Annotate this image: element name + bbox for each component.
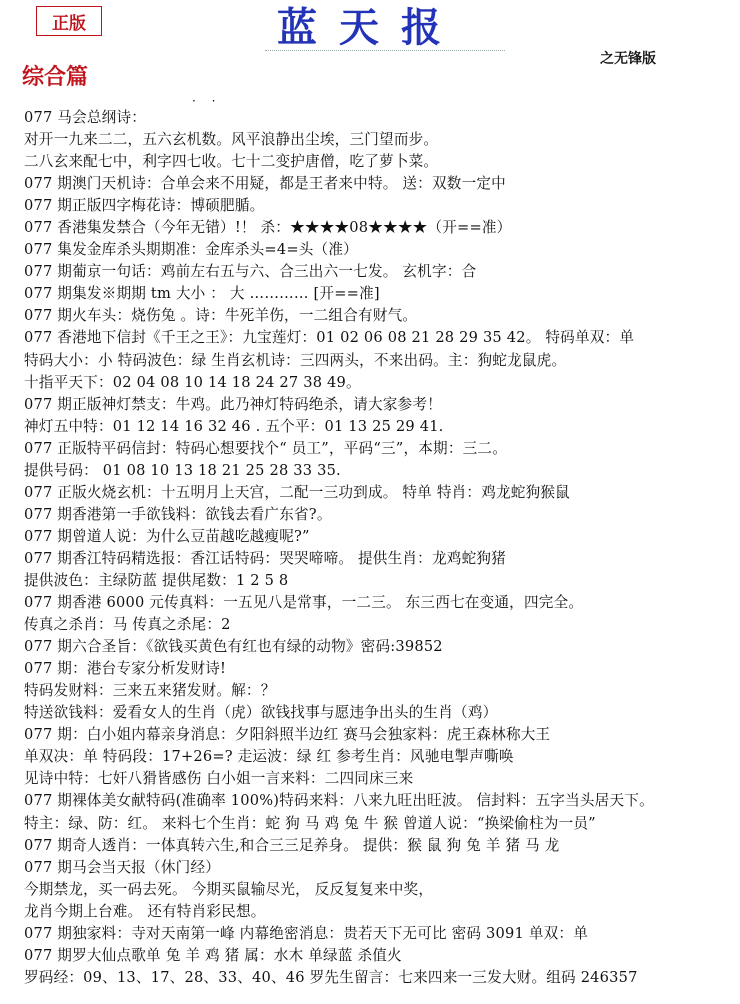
text-line: 077 期曾道人说：为什么豆苗越吃越瘦呢?” [24,527,310,545]
title-divider [265,50,505,51]
text-line: 见诗中特：七奸八猾皆感伤 白小姐一言来料：二四同床三来 [24,770,414,788]
text-line: 077 香港集发禁合（今年无错）!！ 杀：★★★★08★★★★（开==准） [24,219,512,237]
text-line: 077 期澳门天机诗：合单会来不用疑，都是王者来中特。 送：双数一定中 [24,175,506,193]
decorative-dots: · · [192,94,222,108]
text-line: 077 期香港第一手欲钱料：欲钱去看广东省?。 [24,505,332,523]
text-line: 特主：绿、防：红。 来料七个生肖：蛇 狗 马 鸡 兔 牛 猴 曾道人说：“换梁偷柱为一员” [24,814,596,832]
text-line: 077 期香港 6000 元传真料：一五见八是常事，一二三。 东三西七在变通，四完全。 [24,594,584,612]
text-line: 特码大小：小 特码波色：绿 生肖玄机诗：三四两头，不来出码。主：狗蛇龙鼠虎。 [24,351,567,369]
genuine-edition-badge: 正版 [36,6,102,36]
text-line: 提供号码： 01 08 10 13 18 21 25 28 33 35. [24,461,341,479]
text-line: 077 期：白小姐内幕亲身消息：夕阳斜照半边红 赛马会独家料：虎王森林称大王 [24,726,551,744]
text-line: 龙肖今期上台难。 还有特肖彩民想。 [24,902,266,920]
newspaper-title: 蓝天报 [277,4,463,51]
text-line: 对开一九来二二，五六玄机数。风平浪静出尘埃，三门望而步。 [24,131,439,149]
text-line: 传真之杀肖：马 传真之杀尾：2 [24,616,231,634]
text-line: 077 期奇人透肖：一体真转六生,和合三三足养身。 提供：猴 鼠 狗 兔 羊 猪 马 龙 [24,836,560,854]
text-line: 单双决：单 特码段：17+26=? 走运波：绿 红 参考生肖：风驰电掣声嘶唤 [24,748,514,766]
text-line: 提供波色：主绿防蓝 提供尾数：1 2 5 8 [24,571,289,589]
text-line: 神灯五中特：01 12 14 16 32 46 . 五个平：01 13 25 29 41. [24,417,444,435]
text-line: 077 期裸体美女献特码(准确率 100%)特码来料：八来九旺出旺波。 信封料：五字当头居天下。 [24,792,654,810]
text-line: 077 香港地下信封《千王之王》：九宝莲灯：01 02 06 08 21 28 29 35 42。 特码单双：单 [24,329,635,347]
edition-label: 之无锋版 [600,51,656,67]
section-heading: 综合篇 [22,64,89,90]
text-lines [24,107,736,989]
text-line: 特码发财料：三来五来猪发财。解：？ [24,682,276,700]
text-line: 077 期六合圣旨：《欲钱买黄色有红也有绿的动物》密码:39852 [24,638,443,656]
text-line: 二八玄来配七中，利字四七收。七十二变护唐僧，吃了萝卜菜。 [24,153,439,171]
text-line: 077 期集发※期期 tm 大小 ： 大 ………… [开==准] [24,285,380,303]
text-line: 077 期罗大仙点歌单 兔 羊 鸡 猪 属：水木 单绿蓝 杀值火 [24,946,402,964]
text-line: 077 期：港台专家分析发财诗! [24,660,227,678]
text-line: 077 期香江特码精选报：香江话特码：哭哭啼啼。 提供生肖：龙鸡蛇狗猪 [24,549,506,567]
text-line: 077 期火车头：烧伤兔 。诗：牛死羊伤，一二组合有财气。 [24,307,418,325]
text-line: 特送欲钱料：爱看女人的生肖（虎）欲钱找事与愿违争出头的生肖（鸡） [24,704,498,722]
text-line: 077 马会总纲诗： [24,109,147,126]
text-line: 077 期正版神灯禁支：牛鸡。此乃神灯特码绝杀，请大家参考！ [24,395,442,413]
text-line: 十指平天下：02 04 08 10 14 18 24 27 38 49。 [24,373,361,391]
text-line: 077 正版特平码信封：特码心想要找个“ 员工”，平码“三”，本期：三二。 [24,439,508,457]
text-line: 077 期马会当天报（休门经） [24,858,221,876]
text-line: 077 正版火烧玄机：十五明月上天宫，二配一三功到成。 特单 特肖：鸡龙蛇狗猴鼠 [24,483,570,501]
text-line: 077 集发金库杀头期期准：金库杀头=4=头（准） [24,241,358,259]
text-line: 077 期葡京一句话：鸡前左右五与六、合三出六一七发。 玄机字：合 [24,263,477,281]
text-line: 077 期正版四字梅花诗：博硕肥腯。 [24,197,265,215]
text-line: 077 期独家料：寺对天南第一峰 内幕绝密消息：贵若天下无可比 密码 3091 单双：单 [24,924,588,942]
text-line: 今期禁龙，买一码去死。 今期买鼠输尽光， 反反复复来中奖， [24,880,434,898]
text-line: 罗码经：09、13、17、28、33、40、46 罗先生留言：七来四来一三发大财。组码 246357 [24,968,638,986]
